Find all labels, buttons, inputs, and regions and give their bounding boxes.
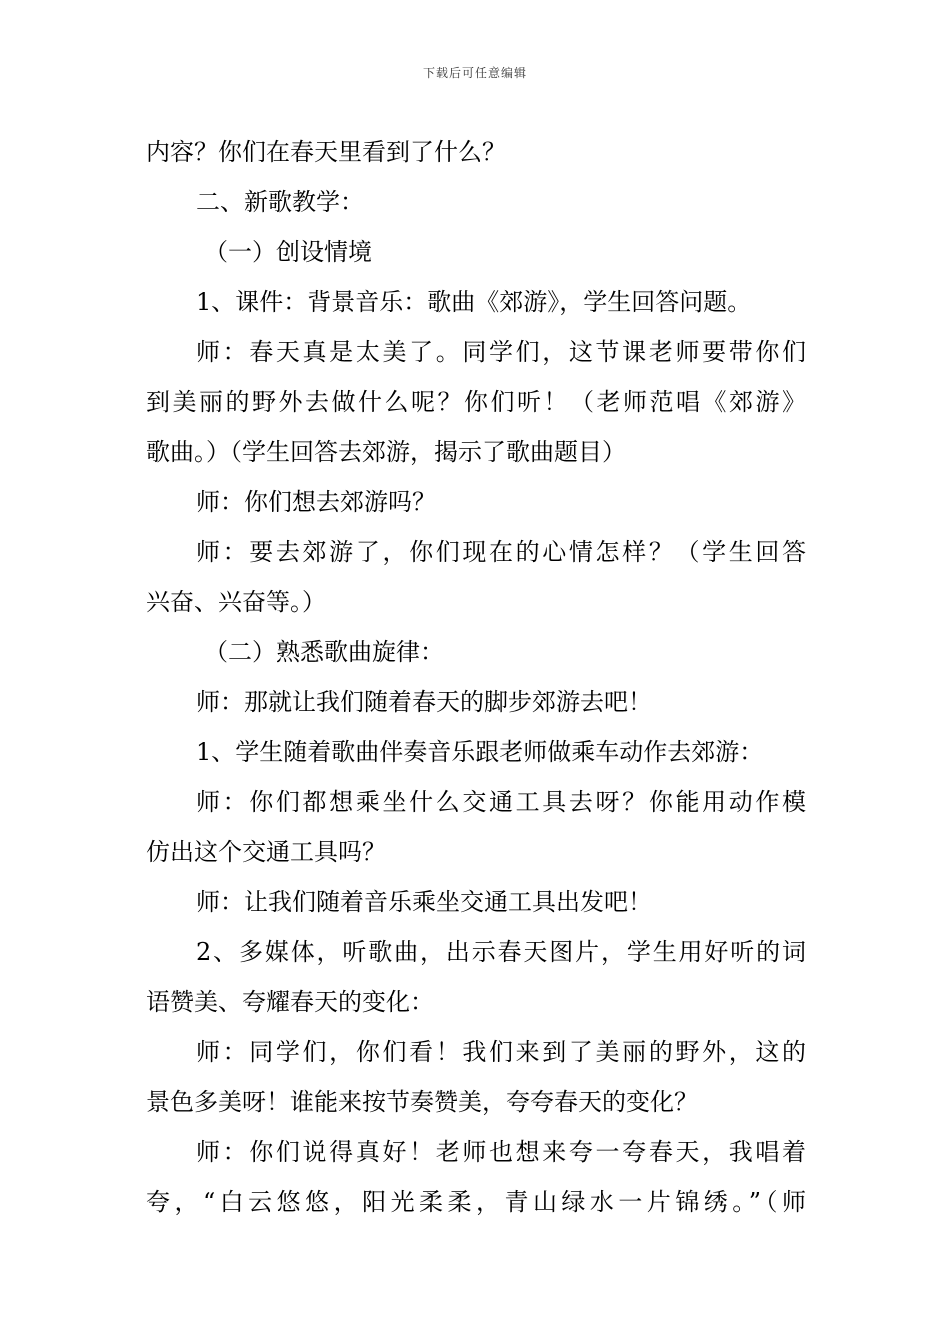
text-line: 歌曲。）（学生回答去郊游，揭示了歌曲题目） <box>146 438 626 466</box>
text-line: 师：让我们随着音乐乘坐交通工具出发吧！ <box>196 888 652 916</box>
text-line: 夸，“白云悠悠，阳光柔柔，青山绿水一片锦绣。”（师 <box>146 1188 806 1216</box>
text-line: 2、多媒体，听歌曲，出示春天图片，学生用好听的词 <box>196 938 806 966</box>
document-body <box>146 127 806 1227</box>
text-line: 景色多美呀！谁能来按节奏赞美，夸夸春天的变化？ <box>146 1088 698 1116</box>
text-line: 师：你们想去郊游吗？ <box>196 488 436 516</box>
text-line: 语赞美、夸耀春天的变化： <box>146 988 434 1016</box>
subsection-heading: （一）创设情境 <box>204 238 372 266</box>
section-heading: 二、新歌教学： <box>196 188 364 216</box>
text-line: 仿出这个交通工具吗？ <box>146 838 386 866</box>
text-line: 师：春天真是太美了。同学们，这节课老师要带你们 <box>196 338 806 366</box>
text-line: 1、课件：背景音乐：歌曲《郊游》，学生回答问题。 <box>196 288 752 316</box>
text-line: 兴奋、兴奋等。） <box>146 588 326 616</box>
text-line: 1、学生随着歌曲伴奏音乐跟老师做乘车动作去郊游： <box>196 738 764 766</box>
text-line: 师：同学们，你们看！我们来到了美丽的野外，这的 <box>196 1038 806 1066</box>
text-line: 师：你们说得真好！老师也想来夸一夸春天，我唱着 <box>196 1138 806 1166</box>
text-line: 师：要去郊游了，你们现在的心情怎样？（学生回答 <box>196 538 806 566</box>
text-line: 到美丽的野外去做什么呢？你们听！（老师范唱《郊游》 <box>146 388 806 416</box>
text-line: 师：你们都想乘坐什么交通工具去呀？你能用动作模 <box>196 788 806 816</box>
text-line: 师：那就让我们随着春天的脚步郊游去吧！ <box>196 688 652 716</box>
text-line: 内容？你们在春天里看到了什么？ <box>146 138 506 166</box>
page-header: 下载后可任意编辑 <box>422 66 527 80</box>
subsection-heading: （二）熟悉歌曲旋律： <box>204 638 444 666</box>
